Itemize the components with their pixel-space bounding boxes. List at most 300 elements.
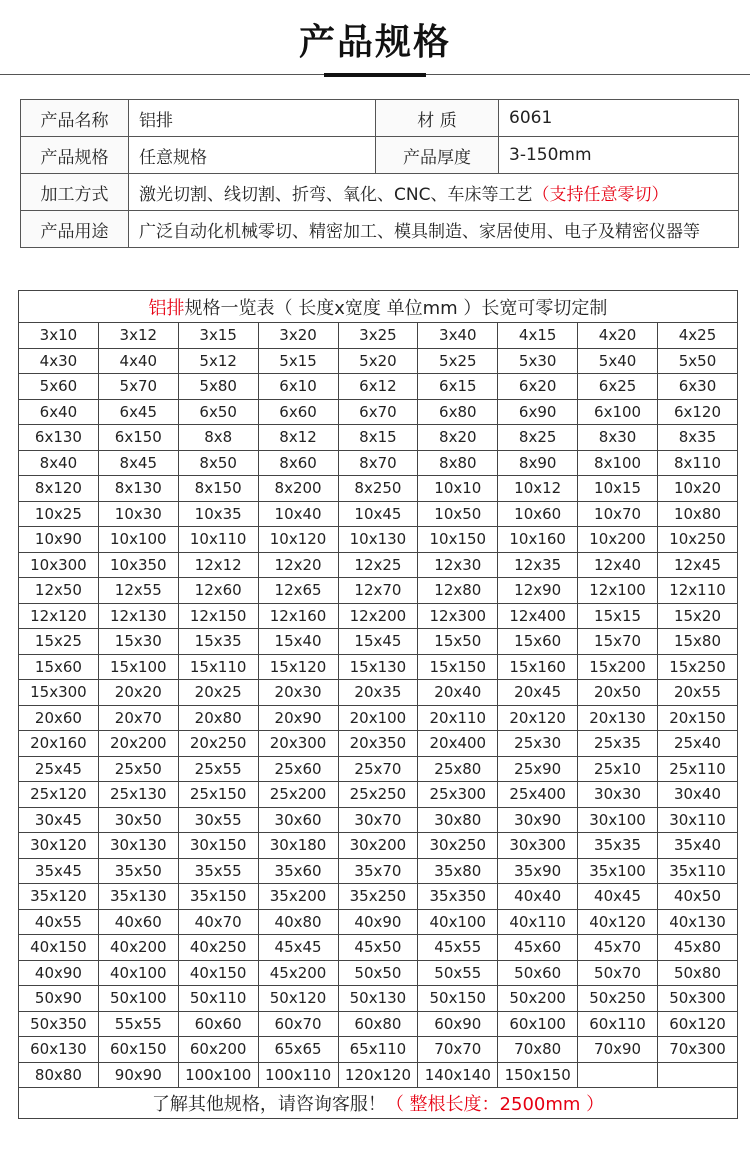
size-cell: 10x350	[98, 552, 178, 578]
size-cell: 50x90	[19, 986, 99, 1012]
size-cell: 20x80	[178, 705, 258, 731]
page-title: 产品规格	[298, 22, 451, 63]
size-cell: 8x110	[658, 450, 738, 476]
size-cell: 8x50	[178, 450, 258, 476]
size-cell: 8x40	[19, 450, 99, 476]
size-cell: 5x15	[258, 348, 338, 374]
spec-label-processing: 加工方式	[21, 174, 129, 211]
size-cell: 5x25	[418, 348, 498, 374]
size-table-body	[19, 323, 738, 1088]
size-cell: 35x35	[578, 833, 658, 859]
size-cell: 30x30	[578, 782, 658, 808]
size-cell: 35x250	[338, 884, 418, 910]
size-cell: 5x40	[578, 348, 658, 374]
size-cell: 25x40	[658, 731, 738, 757]
size-cell: 10x80	[658, 501, 738, 527]
size-cell: 6x45	[98, 399, 178, 425]
size-cell: 40x200	[98, 935, 178, 961]
spec-row-usage	[21, 211, 739, 248]
size-cell: 35x120	[19, 884, 99, 910]
size-cell: 70x70	[418, 1037, 498, 1063]
size-cell: 45x55	[418, 935, 498, 961]
size-cell: 6x150	[98, 425, 178, 451]
spec-value-processing	[129, 174, 739, 211]
size-cell: 35x50	[98, 858, 178, 884]
size-cell: 10x70	[578, 501, 658, 527]
size-cell: 25x35	[578, 731, 658, 757]
size-cell: 20x150	[658, 705, 738, 731]
size-row	[19, 782, 738, 808]
size-cell: 60x60	[178, 1011, 258, 1037]
spec-label-thickness: 产品厚度	[376, 137, 499, 174]
size-cell: 60x110	[578, 1011, 658, 1037]
size-cell: 35x350	[418, 884, 498, 910]
size-cell: 30x100	[578, 807, 658, 833]
size-cell: 40x150	[19, 935, 99, 961]
size-cell: 10x30	[98, 501, 178, 527]
size-row	[19, 960, 738, 986]
size-cell: 10x100	[98, 527, 178, 553]
size-cell: 15x50	[418, 629, 498, 655]
size-table-header	[19, 291, 738, 323]
size-cell: 4x25	[658, 323, 738, 349]
size-cell: 40x100	[418, 909, 498, 935]
size-cell: 10x20	[658, 476, 738, 502]
size-cell: 8x30	[578, 425, 658, 451]
size-cell: 65x65	[258, 1037, 338, 1063]
size-cell: 120x120	[338, 1062, 418, 1088]
size-cell: 5x50	[658, 348, 738, 374]
size-cell: 70x80	[498, 1037, 578, 1063]
size-cell: 6x60	[258, 399, 338, 425]
size-cell: 35x40	[658, 833, 738, 859]
size-cell: 50x200	[498, 986, 578, 1012]
size-cell: 25x60	[258, 756, 338, 782]
size-cell: 35x80	[418, 858, 498, 884]
size-cell: 12x55	[98, 578, 178, 604]
size-cell: 5x60	[19, 374, 99, 400]
size-cell: 10x150	[418, 527, 498, 553]
spec-table	[20, 99, 739, 248]
size-cell: 8x250	[338, 476, 418, 502]
spec-label-material: 材 质	[376, 100, 499, 137]
size-cell: 50x60	[498, 960, 578, 986]
size-cell: 15x200	[578, 654, 658, 680]
size-cell: 20x110	[418, 705, 498, 731]
size-cell: 40x60	[98, 909, 178, 935]
size-cell: 8x35	[658, 425, 738, 451]
size-cell: 6x50	[178, 399, 258, 425]
size-cell: 15x20	[658, 603, 738, 629]
size-cell: 25x90	[498, 756, 578, 782]
size-cell: 20x120	[498, 705, 578, 731]
size-cell: 10x25	[19, 501, 99, 527]
size-cell: 15x70	[578, 629, 658, 655]
size-cell: 35x200	[258, 884, 338, 910]
size-cell: 40x90	[338, 909, 418, 935]
size-row	[19, 1037, 738, 1063]
size-row	[19, 858, 738, 884]
size-cell: 30x90	[498, 807, 578, 833]
size-row	[19, 399, 738, 425]
size-cell: 10x130	[338, 527, 418, 553]
size-cell: 12x65	[258, 578, 338, 604]
size-cell: 12x100	[578, 578, 658, 604]
size-cell: 45x70	[578, 935, 658, 961]
size-cell: 25x130	[98, 782, 178, 808]
size-table-footer-row	[19, 1088, 738, 1119]
size-cell: 35x100	[578, 858, 658, 884]
size-cell: 30x70	[338, 807, 418, 833]
size-cell: 10x35	[178, 501, 258, 527]
size-cell: 20x25	[178, 680, 258, 706]
size-cell: 25x120	[19, 782, 99, 808]
size-row	[19, 527, 738, 553]
size-cell: 15x120	[258, 654, 338, 680]
size-cell: 5x20	[338, 348, 418, 374]
processing-methods: 激光切割、线切割、折弯、氧化、CNC、车床等工艺	[139, 184, 533, 205]
size-cell: 8x12	[258, 425, 338, 451]
size-cell: 4x15	[498, 323, 578, 349]
size-cell: 12x50	[19, 578, 99, 604]
size-cell: 10x50	[418, 501, 498, 527]
size-cell: 40x80	[258, 909, 338, 935]
spec-value-material: 6061	[499, 100, 739, 137]
size-cell: 10x10	[418, 476, 498, 502]
size-cell: 12x20	[258, 552, 338, 578]
size-cell: 40x250	[178, 935, 258, 961]
size-cell: 25x10	[578, 756, 658, 782]
size-cell: 10x40	[258, 501, 338, 527]
size-table-header-row	[19, 291, 738, 323]
size-cell: 35x70	[338, 858, 418, 884]
size-row	[19, 935, 738, 961]
size-cell: 15x15	[578, 603, 658, 629]
size-cell: 50x150	[418, 986, 498, 1012]
spec-row-name	[21, 100, 739, 137]
size-cell: 25x250	[338, 782, 418, 808]
size-cell: 40x130	[658, 909, 738, 935]
spec-label-spec: 产品规格	[21, 137, 129, 174]
size-cell: 20x60	[19, 705, 99, 731]
size-cell: 20x55	[658, 680, 738, 706]
size-row	[19, 807, 738, 833]
size-cell: 45x45	[258, 935, 338, 961]
size-row	[19, 756, 738, 782]
size-cell: 15x25	[19, 629, 99, 655]
size-cell: 70x300	[658, 1037, 738, 1063]
size-cell: 12x60	[178, 578, 258, 604]
spec-value-thickness: 3-150mm	[499, 137, 739, 174]
size-cell: 10x160	[498, 527, 578, 553]
size-cell: 40x110	[498, 909, 578, 935]
size-cell: 35x60	[258, 858, 338, 884]
size-cell: 3x25	[338, 323, 418, 349]
size-cell: 30x45	[19, 807, 99, 833]
size-cell: 12x45	[658, 552, 738, 578]
size-cell: 6x15	[418, 374, 498, 400]
size-cell: 8x60	[258, 450, 338, 476]
size-cell: 3x20	[258, 323, 338, 349]
size-cell: 6x30	[658, 374, 738, 400]
size-cell: 15x300	[19, 680, 99, 706]
size-cell: 35x90	[498, 858, 578, 884]
size-cell: 35x55	[178, 858, 258, 884]
size-cell: 6x12	[338, 374, 418, 400]
size-cell: 10x12	[498, 476, 578, 502]
size-cell: 45x50	[338, 935, 418, 961]
size-cell: 4x40	[98, 348, 178, 374]
size-cell: 30x40	[658, 782, 738, 808]
size-cell: 50x130	[338, 986, 418, 1012]
size-cell: 25x300	[418, 782, 498, 808]
size-cell: 15x110	[178, 654, 258, 680]
size-cell: 25x45	[19, 756, 99, 782]
size-cell: 8x25	[498, 425, 578, 451]
size-row	[19, 1062, 738, 1088]
size-cell: 10x60	[498, 501, 578, 527]
size-cell: 6x40	[19, 399, 99, 425]
processing-highlight: （支持任意零切）	[532, 184, 669, 205]
size-cell: 35x150	[178, 884, 258, 910]
size-cell: 6x70	[338, 399, 418, 425]
size-cell: 40x50	[658, 884, 738, 910]
size-cell: 15x35	[178, 629, 258, 655]
size-cell: 45x80	[658, 935, 738, 961]
size-cell: 8x150	[178, 476, 258, 502]
size-cell: 10x250	[658, 527, 738, 553]
size-cell: 10x300	[19, 552, 99, 578]
size-row	[19, 501, 738, 527]
size-cell: 5x80	[178, 374, 258, 400]
size-cell: 60x130	[19, 1037, 99, 1063]
size-row	[19, 323, 738, 349]
size-cell: 3x40	[418, 323, 498, 349]
size-row	[19, 578, 738, 604]
size-cell: 12x120	[19, 603, 99, 629]
size-cell: 30x180	[258, 833, 338, 859]
size-cell: 6x25	[578, 374, 658, 400]
size-cell: 8x45	[98, 450, 178, 476]
size-cell: 20x300	[258, 731, 338, 757]
size-cell: 30x110	[658, 807, 738, 833]
size-cell: 50x50	[338, 960, 418, 986]
size-cell: 100x100	[178, 1062, 258, 1088]
size-cell: 25x55	[178, 756, 258, 782]
size-cell: 6x100	[578, 399, 658, 425]
size-cell: 60x100	[498, 1011, 578, 1037]
spec-label-name: 产品名称	[21, 100, 129, 137]
size-cell: 12x70	[338, 578, 418, 604]
size-cell: 100x110	[258, 1062, 338, 1088]
size-cell: 12x400	[498, 603, 578, 629]
size-cell: 20x90	[258, 705, 338, 731]
size-cell: 20x350	[338, 731, 418, 757]
size-cell: 12x150	[178, 603, 258, 629]
size-cell: 6x80	[418, 399, 498, 425]
size-cell: 20x100	[338, 705, 418, 731]
size-cell: 15x130	[338, 654, 418, 680]
size-cell: 65x110	[338, 1037, 418, 1063]
size-cell: 3x10	[19, 323, 99, 349]
size-cell: 55x55	[98, 1011, 178, 1037]
size-row	[19, 1011, 738, 1037]
size-cell: 40x45	[578, 884, 658, 910]
title-underline-accent	[324, 73, 426, 77]
size-cell: 50x120	[258, 986, 338, 1012]
size-cell: 30x80	[418, 807, 498, 833]
size-cell: 20x70	[98, 705, 178, 731]
size-cell: 12x130	[98, 603, 178, 629]
size-cell: 12x80	[418, 578, 498, 604]
size-row	[19, 680, 738, 706]
size-cell: 25x200	[258, 782, 338, 808]
size-row	[19, 909, 738, 935]
size-cell: 80x80	[19, 1062, 99, 1088]
size-cell: 20x35	[338, 680, 418, 706]
size-cell: 12x35	[498, 552, 578, 578]
spec-value-usage: 广泛自动化机械零切、精密加工、模具制造、家居使用、电子及精密仪器等	[129, 211, 739, 248]
size-cell: 90x90	[98, 1062, 178, 1088]
size-cell: 15x40	[258, 629, 338, 655]
size-cell: 25x50	[98, 756, 178, 782]
size-cell: 12x40	[578, 552, 658, 578]
size-row	[19, 986, 738, 1012]
size-cell: 10x120	[258, 527, 338, 553]
size-row	[19, 425, 738, 451]
header-product-name: 铝排	[148, 297, 185, 319]
size-cell: 15x250	[658, 654, 738, 680]
spec-label-usage: 产品用途	[21, 211, 129, 248]
spec-value-name: 铝排	[129, 100, 376, 137]
size-cell: 25x70	[338, 756, 418, 782]
size-cell: 15x150	[418, 654, 498, 680]
size-cell: 3x12	[98, 323, 178, 349]
footer-contact-text: 了解其他规格，请咨询客服！	[151, 1094, 386, 1115]
size-cell: 50x70	[578, 960, 658, 986]
size-cell: 5x12	[178, 348, 258, 374]
size-cell: 25x30	[498, 731, 578, 757]
size-cell: 30x150	[178, 833, 258, 859]
size-cell: 150x150	[498, 1062, 578, 1088]
size-row	[19, 833, 738, 859]
size-row	[19, 654, 738, 680]
size-cell: 50x350	[19, 1011, 99, 1037]
size-cell: 50x80	[658, 960, 738, 986]
size-cell: 6x20	[498, 374, 578, 400]
size-cell: 8x100	[578, 450, 658, 476]
size-cell: 25x80	[418, 756, 498, 782]
size-cell: 45x60	[498, 935, 578, 961]
size-cell: 8x15	[338, 425, 418, 451]
header-title: 规格一览表（ 长度x宽度 单位mm ）长宽可零切定制	[184, 297, 608, 319]
size-row	[19, 731, 738, 757]
size-row	[19, 629, 738, 655]
size-row	[19, 705, 738, 731]
size-cell: 6x90	[498, 399, 578, 425]
size-cell: 60x120	[658, 1011, 738, 1037]
size-cell: 12x160	[258, 603, 338, 629]
size-cell: 15x30	[98, 629, 178, 655]
spec-value-spec: 任意规格	[129, 137, 376, 174]
size-cell: 50x250	[578, 986, 658, 1012]
size-cell: 6x120	[658, 399, 738, 425]
size-cell: 20x20	[98, 680, 178, 706]
size-cell: 5x70	[98, 374, 178, 400]
size-row	[19, 374, 738, 400]
size-cell: 12x300	[418, 603, 498, 629]
size-cell: 5x30	[498, 348, 578, 374]
size-cell: 70x90	[578, 1037, 658, 1063]
size-cell: 20x200	[98, 731, 178, 757]
size-cell: 4x30	[19, 348, 99, 374]
size-cell: 20x250	[178, 731, 258, 757]
size-cell: 20x40	[418, 680, 498, 706]
size-cell: 35x130	[98, 884, 178, 910]
size-cell: 30x200	[338, 833, 418, 859]
size-cell: 20x130	[578, 705, 658, 731]
size-cell: 15x80	[658, 629, 738, 655]
size-cell: 35x110	[658, 858, 738, 884]
size-row	[19, 603, 738, 629]
size-cell: 20x160	[19, 731, 99, 757]
size-cell: 20x400	[418, 731, 498, 757]
size-cell: 8x200	[258, 476, 338, 502]
size-row	[19, 552, 738, 578]
size-cell: 30x300	[498, 833, 578, 859]
size-cell: 6x10	[258, 374, 338, 400]
size-cell: 40x100	[98, 960, 178, 986]
size-cell: 30x60	[258, 807, 338, 833]
size-cell: 12x110	[658, 578, 738, 604]
spec-row-spec	[21, 137, 739, 174]
size-cell: 40x70	[178, 909, 258, 935]
size-cell: 140x140	[418, 1062, 498, 1088]
size-cell: 50x100	[98, 986, 178, 1012]
size-cell: 60x80	[338, 1011, 418, 1037]
size-cell	[578, 1062, 658, 1088]
size-cell: 60x70	[258, 1011, 338, 1037]
size-cell: 12x12	[178, 552, 258, 578]
size-cell: 15x100	[98, 654, 178, 680]
size-cell: 20x50	[578, 680, 658, 706]
size-cell: 10x200	[578, 527, 658, 553]
size-table-footer	[19, 1088, 738, 1119]
size-cell: 15x45	[338, 629, 418, 655]
size-cell: 40x120	[578, 909, 658, 935]
size-cell: 50x55	[418, 960, 498, 986]
size-cell: 25x400	[498, 782, 578, 808]
size-cell: 60x200	[178, 1037, 258, 1063]
size-cell: 40x90	[19, 960, 99, 986]
size-cell: 12x25	[338, 552, 418, 578]
size-cell: 25x110	[658, 756, 738, 782]
size-cell: 10x90	[19, 527, 99, 553]
size-cell: 12x90	[498, 578, 578, 604]
size-cell: 50x300	[658, 986, 738, 1012]
footer-length-note: （ 整根长度：2500mm ）	[385, 1094, 605, 1115]
size-cell: 8x90	[498, 450, 578, 476]
size-cell: 15x60	[19, 654, 99, 680]
size-cell: 40x55	[19, 909, 99, 935]
size-cell: 8x120	[19, 476, 99, 502]
size-cell: 50x110	[178, 986, 258, 1012]
size-cell: 40x40	[498, 884, 578, 910]
size-cell: 60x90	[418, 1011, 498, 1037]
size-cell: 3x15	[178, 323, 258, 349]
size-cell: 8x8	[178, 425, 258, 451]
size-cell: 60x150	[98, 1037, 178, 1063]
